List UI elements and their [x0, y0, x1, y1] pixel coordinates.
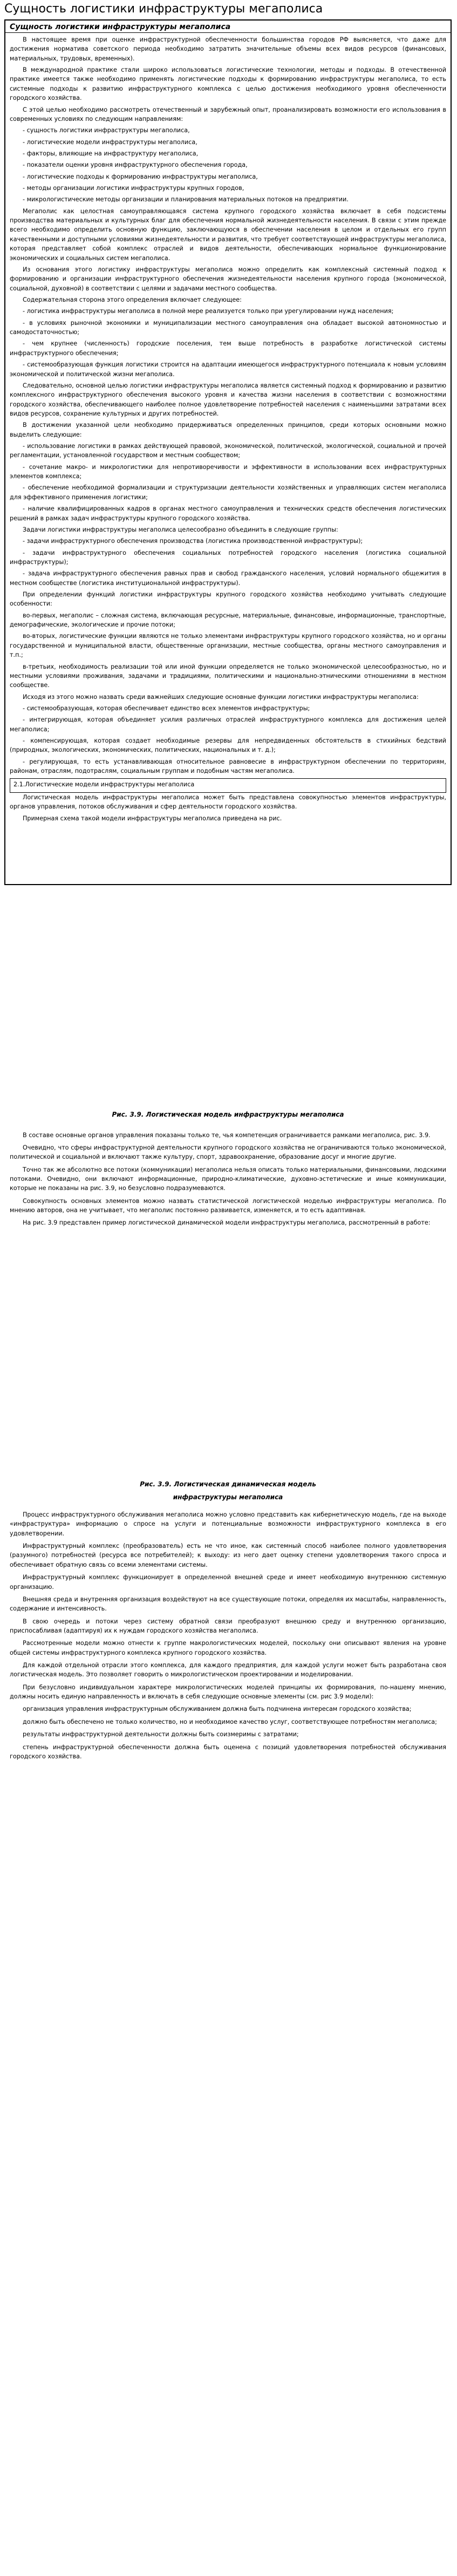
body-paragraph: Инфраструктурный комплекс функционирует в определенной внешней среде и имеет необходимую внутреннюю системную организацию. — [10, 1574, 446, 1591]
section-paragraph: Исходя из этого можно назвать среди важнейших следующие основные функции логистики инфраструктуры мегаполиса: — [23, 693, 419, 701]
page-title: Сущность логистики инфраструктуры мегаполиса — [4, 2, 323, 16]
body-paragraph: результаты инфраструктурной деятельности должны быть соизмеримы с затратами; — [23, 1731, 299, 1738]
section-paragraph: - компенсирующая, которая создает необходимые резервы для непредвиденных обстоятельств в стихийных бедствий (природных, экологических, экономических, политических, национальных и т. д.); — [10, 737, 446, 754]
section-paragraph: В настоящее время при оценке инфраструктурной обеспеченности большинства городов РФ выясняется, что даже для достижения норматива советского периода необходимо затратить значительные объемы всех видов ресурсов (финансовых, материальных, трудовых, временных). — [10, 36, 446, 62]
body-paragraph: В свою очередь и потоки через систему обратной связи преобразуют внешнюю среду и внутреннюю организацию, приспосабливая (адаптируя) их к нуждам городского хозяйства мегаполиса. — [10, 1617, 446, 1634]
body-paragraph: организация управления инфраструктурным обслуживанием должна быть подчинена интересам городского хозяйства; — [23, 1705, 412, 1713]
body-paragraph: должно быть обеспечено не только количество, но и необходимое качество услуг, соответствующее потребностям мегаполиса; — [23, 1718, 437, 1725]
section-paragraph: - задачи инфраструктурного обеспечения производства (логистика производственной инфраструктуры); — [23, 538, 363, 545]
section-paragraph: - показатели оценки уровня инфраструктурного обеспечения города, — [23, 161, 248, 169]
body-paragraph: Рассмотренные модели можно отнести к группе макрологистических моделей, поскольку они описывают явления на уровне общей системы инфраструктурного комплекса крупного городского хозяйства. — [10, 1640, 446, 1656]
body-paragraph: Для каждой отдельной отрасли этого комплекса, для каждого предприятия, для каждой услуги может быть разработана своя логистическая модель. Это позволяет говорить о микрологистическом проектировании и моделировании. — [10, 1662, 446, 1678]
section-paragraph: - системообразующая, которая обеспечивает единство всех элементов инфраструктуры; — [23, 705, 310, 712]
section-paragraph: - регулирующая, то есть устанавливающая относительное равновесие в инфраструктурном обеспечении по территориям, районам, отраслям, подотраслям, социальным группам и подобным частям мегаполиса. — [10, 758, 446, 775]
body-paragraph: Точно так же абсолютно все потоки (коммуникации) мегаполиса нельзя описать только материальными, финансовыми, людскими потоками. Очевидно, они включают информационные, природно-климатические, духовно-эстетические и иные коммуникации, которые не показаны на рис. 3.9, но безусловно подразумеваются. — [10, 1166, 446, 1192]
section-paragraph: - логистические модели инфраструктуры мегаполиса, — [23, 138, 197, 146]
section-paragraph: - использование логистики в рамках действующей правовой, экономической, политической, экологической, социальной и прочей регламентации, установленной государством и местным сообществом; — [10, 443, 446, 459]
subsection-paragraph: Примерная схема такой модели инфраструктуры мегаполиса приведена на рис. — [23, 814, 282, 822]
section-paragraph: во-первых, мегаполис – сложная система, включающая ресурсные, материальные, финансовые, информационные, транспортные, демографические, экологические и прочие потоки; — [10, 611, 446, 629]
figure-placeholder — [4, 1231, 452, 1479]
section-paragraph: Задачи логистики инфраструктуры мегаполиса целесообразно объединить в следующие группы: — [23, 526, 338, 533]
subsection-paragraph: Логистическая модель инфраструктуры мегаполиса может быть представлена совокупностью элементов инфраструктуры, органов управления, потоков обслуживания и сфер деятельности городского хозяйства. — [10, 793, 446, 811]
subsection-heading: 2.1.Логистические модели инфраструктуры мегаполиса — [13, 780, 195, 788]
section-paragraph: - обеспечение необходимой формализации и структуризации деятельности хозяйственных и управляющих систем мегаполиса для эффективного применения логистики; — [10, 484, 446, 501]
section-paragraph: - микрологистические методы организации и планирования материальных потоков на предприятии. — [23, 196, 349, 203]
lower-content — [4, 894, 452, 1764]
section-paragraph: - сущность логистики инфраструктуры мегаполиса, — [23, 127, 190, 134]
section-paragraph: - в условиях рыночной экономики и муниципализации местного самоуправления она обладает высокой автономностью и самодостаточностью; — [10, 319, 446, 336]
section-paragraph: Следовательно, основной целью логистики инфраструктуры мегаполиса является системный подход к формированию и развитию комплексного инфраструктурного обеспечения высокого уровня и качества жизни населения в соответствии с возможностями городского хозяйства, обеспечивающего наиболее полное удовлетворение потребностей населения с наименьшими затратами всех видов ресурсов, сохранение культурных и других потребностей. — [10, 382, 446, 417]
section-paragraph: - чем крупнее (численность) городские поселения, тем выше потребность в разработке логистической системы инфраструктурного обеспечения; — [10, 340, 446, 357]
body-paragraph: Очевидно, что сферы инфраструктурной деятельности крупного городского хозяйства не ограничиваются только экономической, политической и социальной и включают также культуру, спорт, здравоохранение, образование досуг и многие другие. — [10, 1144, 446, 1161]
section-paragraph: во-вторых, логистические функции являются не только элементами инфраструктуры крупного городского хозяйства, но и органы государственной и муниципальной власти, общественные организации, местные сообщества, органы местного самоуправления и т.п.; — [10, 633, 446, 659]
body-paragraph: Инфраструктурный комплекс (преобразователь) есть не что иное, как системный способ наиболее полного удовлетворения (разумного) потребностей (ресурса все потребителей); к выходу: из него дает оценку степени удовлетворения такого спроса и обеспечивает обратную связь со всеми элементами системы. — [10, 1542, 446, 1568]
section-paragraph: Содержательная сторона этого определения включает следующее: — [23, 296, 242, 303]
body-paragraph: Совокупность основных элементов можно назвать статистической логистической моделью инфраструктуры мегаполиса. По мнению авторов, она не учитывает, что мегаполис постоянно развивается, изменяется, и то есть адаптивная. — [10, 1197, 446, 1214]
section-paragraph: - задача инфраструктурного обеспечения равных прав и свобод гражданского населения, условий нормального общежития в местном сообществе (логистика институциональной инфраструктуры). — [10, 570, 446, 587]
section-paragraph: Из основания этого логистику инфраструктуры мегаполиса можно определить как комплексный системный подход к формированию и организации инфраструктурного обеспечения жизнедеятельности населения крупного города (экономической, социальной, духовной) в соответствии с целями и задачами местного сообщества. — [10, 266, 446, 292]
section-paragraph: При определении функций логистики инфраструктуры крупного городского хозяйства необходимо учитывать следующие особенности: — [10, 591, 446, 608]
section-paragraph: - задачи инфраструктурного обеспечения социальных потребностей городского населения (логистика социальной инфраструктуры); — [10, 549, 446, 566]
body-paragraph: На рис. 3.9 представлен пример логистической динамической модели инфраструктуры мегаполиса, рассмотренный в работе: — [23, 1219, 431, 1227]
body-paragraph: При безусловно индивидуальном характере микрологистических моделей принципы их формирования, по-нашему мнению, должны носить единую направленность и включать в себя следующие основные элементы (см. рис 3.9 модели): — [10, 1683, 446, 1701]
section-paragraph: - наличие квалифицированных кадров в органах местного самоуправления и технических средств обеспечения логистических решений в рамках задач инфраструктуры крупного городского хозяйства. — [10, 505, 446, 522]
section-heading: Сущность логистики инфраструктуры мегаполиса — [5, 21, 451, 33]
figure-caption: Рис. 3.9. Логистическая динамическая модель — [140, 1480, 316, 1488]
section-paragraph: Мегаполис как целостная самоуправляющаяся система крупного городского хозяйства включает в себя подсистемы производства материальных и культурных благ для обеспечения нормальной жизнедеятельности населения. В связи с этим прежде всего необходимо определить основную функцию, заключающуюся в обеспечении населения в целом и отдельных его групп качественными и доступными условиями жизнедеятельности и развития, что требует соответствующей инфраструктуры мегаполиса, которая представляет собой комплекс отраслей и видов деятельности, обеспечивающих нормальное функционирование экономических и социальных систем мегаполиса. — [10, 207, 446, 262]
section-paragraph: В международной практике стали широко использоваться логистические технологии, методы и подходы. В отечественной практике имеется также необходимо применять логистические подходы к формированию инфраструктуры мегаполиса, то есть системные подходы к развитию инфраструктурного комплекса с целью достижения необходимого уровня обеспеченности городского хозяйства. — [10, 66, 446, 102]
section-body — [5, 33, 451, 823]
article-frame — [4, 19, 452, 885]
section-paragraph: в-третьих, необходимость реализации той или иной функции определяется не только экономической целесообразностью, но и местными условиями проживания, задачами и традициями, политическими и национально-этническими отношениями в местном сообществе. — [10, 663, 446, 689]
section-paragraph: - логистика инфраструктуры мегаполиса в полной мере реализуется только при урегулировании нужд населения; — [23, 308, 394, 315]
section-paragraph: С этой целью необходимо рассмотреть отечественный и зарубежный опыт, проанализировать возможности его использования в современных условиях по следующим направлениям: — [10, 106, 446, 123]
section-paragraph: - методы организации логистики инфраструктуры крупных городов, — [23, 185, 244, 192]
body-paragraph: Процесс инфраструктурного обслуживания мегаполиса можно условно представить как кибернетическую модель, где на выходе «инфраструктура» информацию о спросе на услуги и потенциальные возможности инфраструктурного комплекса в его удовлетворении. — [10, 1511, 446, 1537]
section-paragraph: В достижении указанной цели необходимо придерживаться определенных принципов, среди которых основными можно выделить следующие: — [10, 422, 446, 438]
body-paragraph: В составе основные органов управления показаны только те, чья компетенция ограничивается рамками мегаполиса, рис. 3.9. — [23, 1131, 431, 1139]
section-paragraph: - факторы, влияющие на инфраструктуру мегаполиса, — [23, 149, 199, 157]
subsection-box — [10, 778, 446, 793]
figure-placeholder — [4, 894, 452, 1110]
body-paragraph: степень инфраструктурной обеспеченности должна быть оценена с позиций удовлетворения потребностей обслуживания городского хозяйства. — [10, 1743, 446, 1760]
section-paragraph: - интегрирующая, которая объединяет усилия различных отраслей инфраструктурного комплекса для достижения целей мегаполиса; — [10, 716, 446, 733]
section-paragraph: - сочетание макро- и микрологистики для непротиворечивости и эффективности в использовании всех инфраструктурных элементов комплекса; — [10, 463, 446, 480]
section-paragraph: - логистические подходы к формированию инфраструктуры мегаполиса, — [23, 173, 258, 180]
section-paragraph: - системообразующая функция логистики строится на адаптации имеющегося инфраструктурного потенциала к новым условиям экономической и политической жизни мегаполиса. — [10, 361, 446, 378]
figure-caption: Рис. 3.9. Логистическая модель инфраструктуры мегаполиса — [112, 1111, 344, 1118]
figure-caption: инфраструктуры мегаполиса — [173, 1493, 283, 1501]
body-paragraph: Внешняя среда и внутренняя организация воздействуют на все существующие потоки, определяя их масштабы, направленность, содержание и интенсивность. — [10, 1595, 446, 1613]
